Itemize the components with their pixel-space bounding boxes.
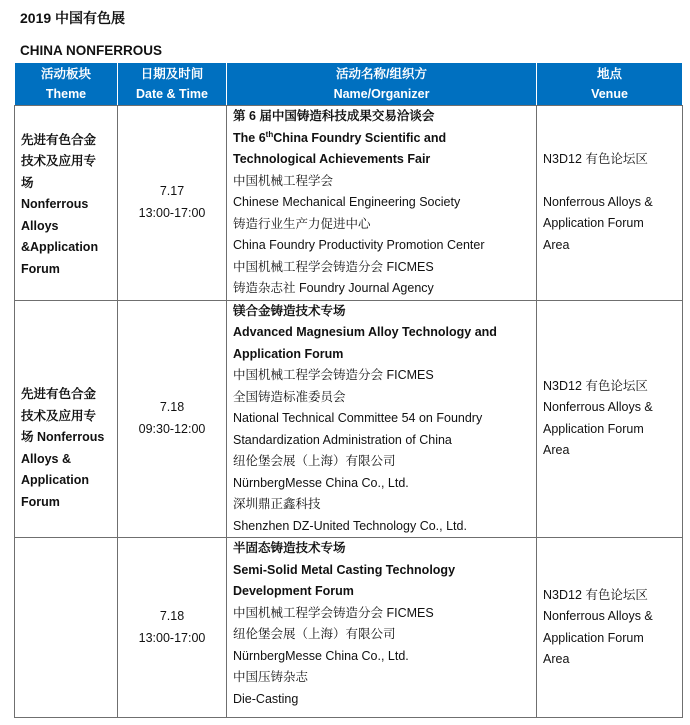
header-theme: 活动板块 Theme [15,63,118,106]
venue-cell: N3D12 有色论坛区 Nonferrous Alloys & Application Forum Area [537,538,683,718]
theme-cell: 先进有色合金 技术及应用专 场 Nonferrous Alloys & Application Forum [15,300,118,538]
date-cell: 7.18 13:00-17:00 [118,538,227,718]
table-row [15,106,683,301]
table-row [15,300,683,538]
venue-cell: N3D12 有色论坛区 Nonferrous Alloys & Application Forum Area [537,300,683,538]
date-cell: 7.18 09:30-12:00 [118,300,227,538]
name-organizer-cell: 镁合金铸造技术专场 Advanced Magnesium Alloy Technology and Application Forum 中国机械工程学会铸造分会 FICMES 全国铸造标准委员会 National Technical Committee 54 on Foundry Standardization Administration of China 纽伦堡会展（上海）有限公司 NürnbergMesse China Co., Ltd. 深圳鼎正鑫科技 Shenzhen DZ-United Technology Co., Ltd. [227,300,537,538]
schedule-table [14,62,683,718]
name-organizer-cell: 第 6 届中国铸造科技成果交易洽谈会 The 6thChina Foundry Scientific and Technological Achievements Fair 中国机械工程学会 Chinese Mechanical Engineering Society 铸造行业生产力促进中心 China Foundry Productivity Promotion Center 中国机械工程学会铸造分会 FICMES 铸造杂志社 Foundry Journal Agency [227,106,537,301]
page-title: 2019 中国有色展 [20,10,126,26]
page-subtitle: CHINA NONFERROUS [20,43,163,58]
name-organizer-cell: 半固态铸造技术专场 Semi-Solid Metal Casting Technology Development Forum 中国机械工程学会铸造分会 FICMES 纽伦堡会展（上海）有限公司 NürnbergMesse China Co., Ltd. 中国压铸杂志 Die-Casting [227,538,537,718]
theme-cell-continued [15,538,118,718]
header-venue: 地点 Venue [537,63,683,106]
table-row [15,538,683,718]
venue-cell: N3D12 有色论坛区 Nonferrous Alloys & Application Forum Area [537,106,683,301]
header-name-organizer: 活动名称/组织方 Name/Organizer [227,63,537,106]
header-date-time: 日期及时间 Date & Time [118,63,227,106]
date-cell: 7.17 13:00-17:00 [118,106,227,301]
theme-cell: 先进有色合金 技术及应用专 场 Nonferrous Alloys &Application Forum [15,106,118,301]
header-row [15,63,683,106]
